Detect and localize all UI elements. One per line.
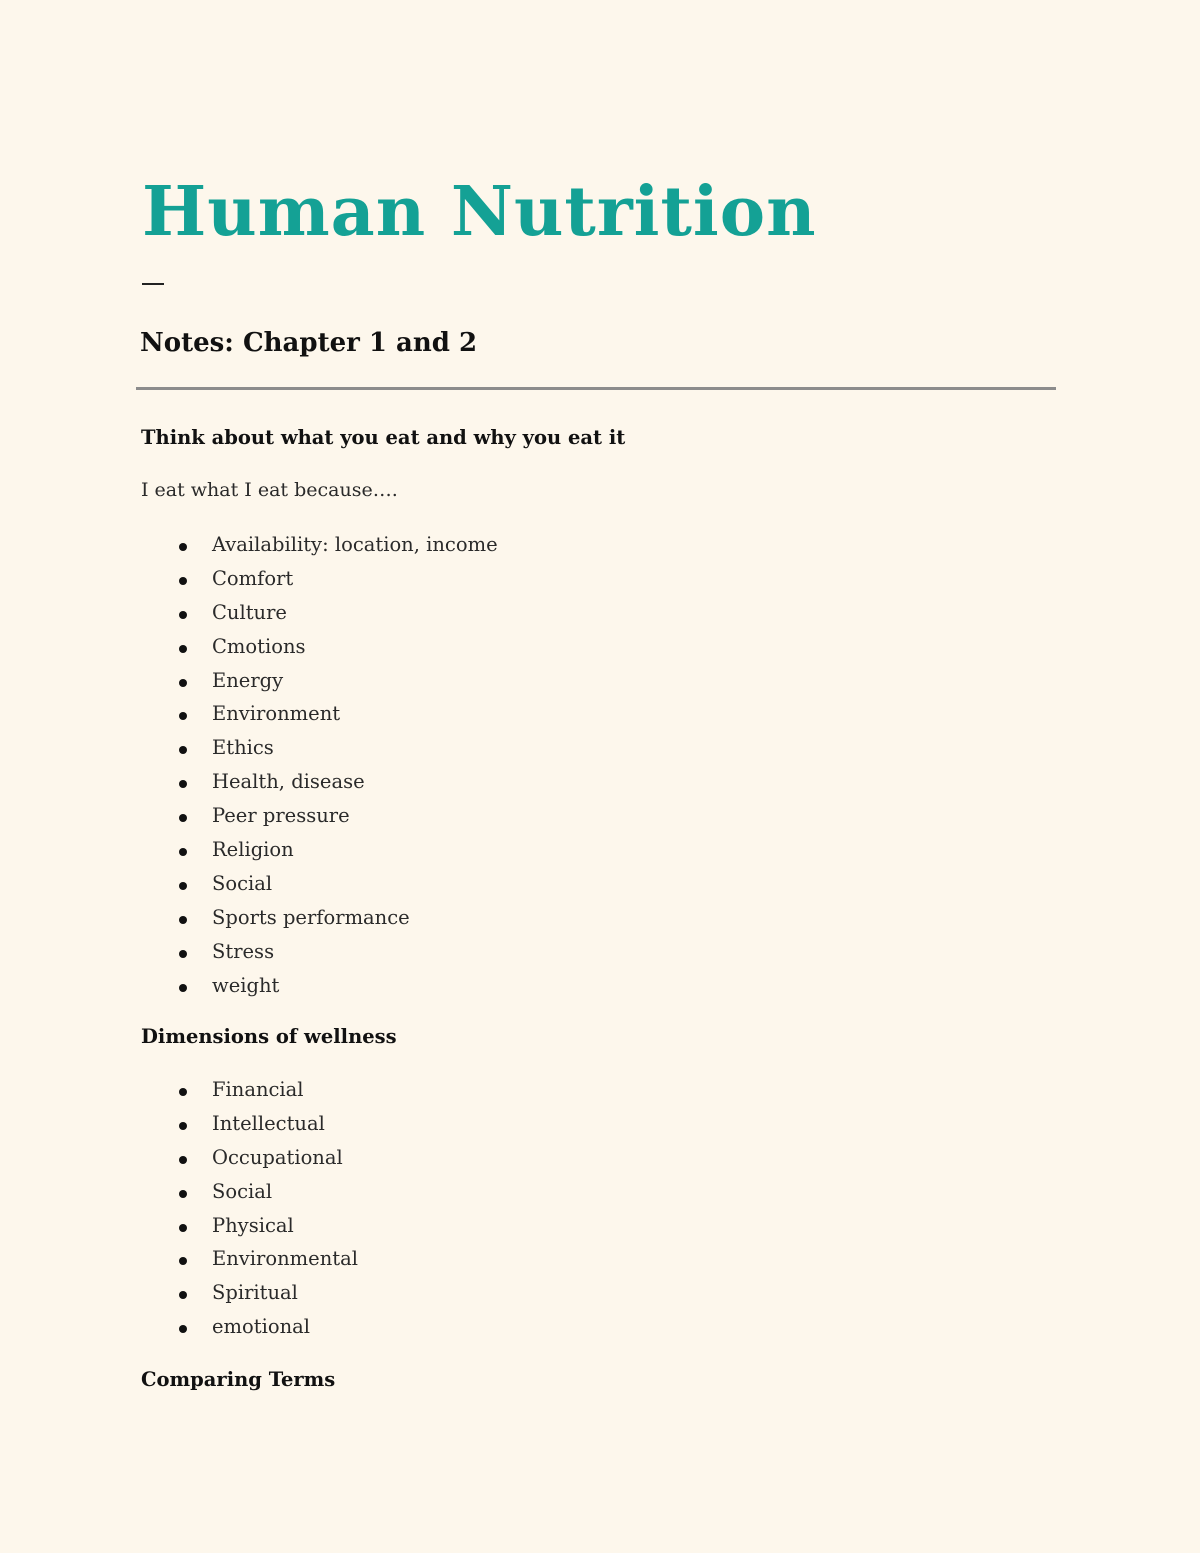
bullet-icon: [179, 984, 187, 992]
bullet-icon: [179, 814, 187, 822]
bullet-icon: [179, 611, 187, 619]
bullet-icon: [179, 679, 187, 687]
bullet-icon: [179, 882, 187, 890]
bullet-icon: [179, 1224, 187, 1232]
bullet-icon: [179, 1190, 187, 1198]
bullet-icon: [179, 780, 187, 788]
bullet-icon: [179, 1325, 187, 1333]
bullet-icon: [179, 1156, 187, 1164]
bullet-icon: [179, 916, 187, 924]
section-heading-why-eat: Think about what you eat and why you eat it: [141, 426, 626, 449]
bullet-icon: [179, 1122, 187, 1130]
horizontal-rule: [136, 387, 1056, 390]
bullet-icon: [179, 1088, 187, 1096]
section-intro-text: I eat what I eat because….: [141, 479, 398, 501]
bullet-icon: [179, 746, 187, 754]
title-dash-divider: [142, 283, 164, 285]
bullet-icon: [179, 950, 187, 958]
bullet-icon: [179, 712, 187, 720]
section-heading-wellness: Dimensions of wellness: [141, 1025, 397, 1048]
bullet-icon: [179, 577, 187, 585]
bullet-icon: [179, 645, 187, 653]
document-title: Human Nutrition: [142, 172, 817, 252]
bullet-icon: [179, 1291, 187, 1299]
section-heading-comparing-terms: Comparing Terms: [141, 1368, 336, 1391]
document-subtitle: Notes: Chapter 1 and 2: [140, 328, 478, 358]
bullet-icon: [179, 1257, 187, 1265]
bullet-icon: [179, 848, 187, 856]
bullet-icon: [179, 543, 187, 551]
